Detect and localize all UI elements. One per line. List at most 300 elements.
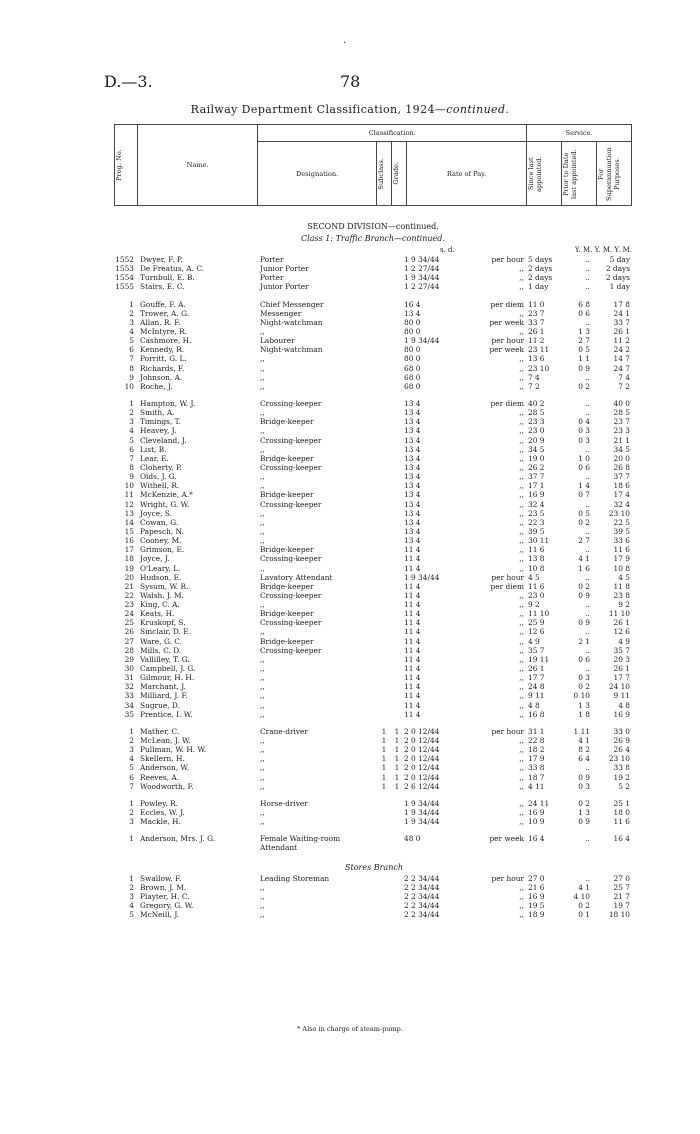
group-gap [110, 719, 638, 727]
service-since-cell: 1 day [528, 282, 549, 292]
grade-cell [390, 655, 404, 664]
name-cell: Prentice, I. W. [140, 709, 193, 719]
rate-period-cell: ,, [519, 609, 524, 619]
subclass-cell [378, 490, 390, 499]
name-cell: Mather, C. [140, 726, 180, 736]
grade-cell [390, 300, 404, 309]
prior-header: Prior to Date last appointed. [562, 142, 597, 206]
designation-cell: Crane-driver [260, 726, 308, 736]
rate-cell: 11 4 [404, 691, 421, 701]
name-cell: Joyce, S. [140, 508, 172, 518]
rate-period-cell: per diem [490, 398, 524, 408]
rate-period-cell: ,, [519, 372, 524, 382]
service-super-cell: 21 1 [613, 435, 630, 445]
service-prior-cell: 0 9 [578, 817, 590, 827]
service-prior-cell: 1 3 [578, 700, 590, 710]
grade-cell [390, 282, 404, 291]
rate-cell: 13 4 [404, 426, 421, 436]
table-row [110, 808, 638, 817]
service-since-cell: 2 days [528, 264, 553, 274]
name-cell: Cloherty, P. [140, 462, 182, 472]
name-cell: Roche, J. [140, 381, 173, 391]
service-prior-cell: 0 2 [578, 798, 590, 808]
grade-cell [390, 799, 404, 808]
group-gap [110, 791, 638, 799]
service-since-cell: 39 5 [528, 526, 545, 536]
prog-no-cell: 10 [124, 381, 134, 391]
rate-period-cell: ,, [519, 901, 524, 910]
grade-cell [390, 682, 404, 691]
rate-cell: 13 4 [404, 490, 421, 500]
service-super-cell: 10 8 [613, 563, 630, 573]
table-row [110, 509, 638, 518]
service-prior-cell: 1 0 [578, 453, 590, 463]
prog-no-cell: 21 [124, 581, 134, 591]
rate-period-cell: ,, [519, 891, 524, 901]
service-prior-cell: .. [585, 526, 590, 536]
grade-cell [390, 490, 404, 499]
subclass-cell [378, 646, 390, 655]
name-cell: Mackle, H. [140, 817, 181, 827]
name-cell: Keats, H. [140, 609, 175, 619]
service-super-cell: 28 5 [613, 408, 630, 418]
designation-cell: Crossing-keeper [260, 398, 322, 408]
rate-cell: 68 0 [404, 381, 421, 391]
table-row [110, 736, 638, 745]
subclass-cell [378, 637, 390, 646]
service-since-cell: 21 6 [528, 882, 545, 892]
rate-cell: 11 4 [404, 673, 421, 683]
rate-period-cell: ,, [519, 709, 524, 719]
service-prior-cell: 0 6 [578, 308, 590, 318]
table-row [110, 273, 638, 282]
rate-cell: 2 0 12/44 [404, 772, 440, 782]
table-row [110, 490, 638, 499]
prog-no-cell: 5 [129, 336, 134, 346]
rate-cell: 13 4 [404, 398, 421, 408]
service-since-cell: 7 2 [528, 381, 540, 391]
name-cell: Eccles, W. J. [140, 808, 185, 818]
designation-cell: ,, [260, 709, 265, 719]
prog-no-cell: 2 [129, 882, 134, 892]
subclass-cell [378, 454, 390, 463]
prog-no-cell: 35 [124, 709, 134, 719]
service-since-cell: 13 8 [528, 554, 545, 564]
table-row [110, 637, 638, 646]
rate-period-cell: per hour [491, 336, 524, 346]
rate-period-cell: ,, [519, 882, 524, 892]
service-super-cell: 26 1 [613, 618, 630, 628]
service-prior-cell: 2 7 [578, 536, 590, 546]
designation-cell: ,, [260, 372, 265, 382]
subclass-cell [378, 664, 390, 673]
prog-no-cell: 6 [129, 444, 134, 454]
rate-period-cell: ,, [519, 354, 524, 364]
prog-no-cell: 26 [124, 627, 134, 637]
grade-cell [390, 354, 404, 363]
rate-period-cell: ,, [519, 481, 524, 491]
designation-cell: ,, [260, 481, 265, 491]
table-row [110, 817, 638, 826]
rate-period-cell: ,, [519, 282, 524, 292]
rate-period-cell: ,, [519, 517, 524, 527]
prog-no-cell: 16 [124, 536, 134, 546]
rate-period-cell: ,, [519, 326, 524, 336]
name-cell: Cowan, G. [140, 517, 179, 527]
service-prior-cell: 0 5 [578, 345, 590, 355]
rate-period-cell: ,, [519, 499, 524, 509]
rate-period-cell: ,, [519, 627, 524, 637]
name-cell: Gouffe, F. A. [140, 299, 186, 309]
table-row [110, 282, 638, 291]
service-since-cell: 16 9 [528, 490, 545, 500]
service-super-cell: 5 day [609, 255, 630, 264]
service-prior-cell: .. [585, 317, 590, 327]
name-cell: Cashmore, H. [140, 336, 192, 346]
prog-no-cell: 8 [129, 462, 134, 472]
prog-no-cell: 2 [129, 408, 134, 418]
name-cell: Cleveland, J. [140, 435, 187, 445]
name-cell: Heavey, J. [140, 426, 177, 436]
service-since-cell: 30 11 [528, 536, 550, 546]
rate-cell: 13 4 [404, 444, 421, 454]
subclass-cell [378, 463, 390, 472]
designation-cell: Bridge-keeper [260, 609, 314, 619]
subclass-cell [378, 655, 390, 664]
subclass-cell [378, 354, 390, 363]
table-row [110, 564, 638, 573]
service-prior-cell: 0 10 [573, 691, 590, 701]
table-row [110, 445, 638, 454]
service-super-cell: 33 7 [613, 317, 630, 327]
service-super-cell: 37 7 [613, 472, 630, 482]
service-super-cell: 26 1 [613, 664, 630, 674]
service-super-cell: 16 9 [613, 709, 630, 719]
subclass-cell [378, 408, 390, 417]
subclass-cell [378, 300, 390, 309]
designation-cell: Crossing-keeper [260, 499, 322, 509]
service-since-cell: 24 8 [528, 682, 545, 692]
rate-period-cell: ,, [519, 754, 524, 764]
service-prior-cell: .. [585, 372, 590, 382]
subclass-cell [378, 327, 390, 336]
rate-cell: 11 4 [404, 563, 421, 573]
table-row [110, 799, 638, 808]
service-since-cell: 19 0 [528, 453, 545, 463]
table-row [110, 408, 638, 417]
rate-cell: 1 9 34/44 [404, 798, 440, 808]
service-since-cell: 11 2 [528, 336, 545, 346]
service-super-cell: 2 days [605, 264, 630, 274]
name-cell: Smith, A. [140, 408, 175, 418]
division-heading: SECOND DIVISION—continued. [307, 222, 439, 231]
designation-cell: ,, [260, 381, 265, 391]
table-row [110, 892, 638, 901]
name-cell: Kennedy, R. [140, 345, 185, 355]
designation-cell: ,, [260, 736, 265, 746]
subclass-cell [378, 481, 390, 490]
name-cell: Stairs, E. C. [140, 282, 185, 292]
service-prior-cell: .. [585, 763, 590, 773]
subclass-cell [378, 399, 390, 408]
rate-period-cell: ,, [519, 444, 524, 454]
service-prior-cell: 4 1 [578, 882, 590, 892]
table-row [110, 600, 638, 609]
designation-cell: Crossing-keeper [260, 462, 322, 472]
grade-cell [390, 883, 404, 892]
designation-cell: ,, [260, 627, 265, 637]
rate-cell: 80 0 [404, 354, 421, 364]
service-super-cell: 33 8 [613, 763, 630, 773]
service-since-cell: 25 9 [528, 618, 545, 628]
table-row [110, 754, 638, 763]
service-prior-cell: .. [585, 398, 590, 408]
rate-period-cell: ,, [519, 808, 524, 818]
service-since-cell: 20 9 [528, 435, 545, 445]
designation-cell: ,, [260, 763, 265, 773]
table-row [110, 309, 638, 318]
service-since-cell: 19 5 [528, 901, 545, 910]
service-since-cell: 23 7 [528, 308, 545, 318]
rate-cell: 13 4 [404, 417, 421, 427]
service-super-cell: 23 10 [608, 508, 630, 518]
rate-period-cell: ,, [519, 781, 524, 791]
name-cell: Playter, H. C. [140, 891, 190, 901]
table-row [110, 264, 638, 273]
rate-cell: 1 9 34/44 [404, 808, 440, 818]
grade-cell [390, 373, 404, 382]
service-since-cell: 4 11 [528, 781, 545, 791]
service-since-cell: 13 6 [528, 354, 545, 364]
designation-cell: ,, [260, 563, 265, 573]
table-row [110, 318, 638, 327]
service-since-cell: 17 9 [528, 754, 545, 764]
designation-cell: ,, [260, 910, 265, 920]
prog-no-cell: 2 [129, 808, 134, 818]
service-prior-cell: .. [585, 873, 590, 883]
service-prior-cell: 0 6 [578, 462, 590, 472]
name-cell: Swallow, F. [140, 873, 182, 883]
name-cell: Lear, E. [140, 453, 169, 463]
service-since-cell: 35 7 [528, 645, 545, 655]
prog-no-cell: 1553 [115, 264, 134, 274]
grade-cell [390, 637, 404, 646]
rate-cell: 16 4 [404, 299, 421, 309]
rate-period-cell: ,, [519, 363, 524, 373]
grade-cell [390, 701, 404, 710]
grade-cell [390, 399, 404, 408]
rate-cell: 2 0 12/44 [404, 745, 440, 755]
subclass-cell: 1 [381, 763, 387, 773]
service-since-cell: 7 4 [528, 372, 540, 382]
service-since-cell: 9 11 [528, 691, 545, 701]
designation-cell: ,, [260, 745, 265, 755]
rate-cell: 1 9 34/44 [404, 572, 440, 582]
rate-period-cell: ,, [519, 273, 524, 283]
rate-cell: 13 4 [404, 462, 421, 472]
service-super-cell: 20 0 [613, 453, 630, 463]
service-since-cell: 16 9 [528, 808, 545, 818]
designation-cell: ,, [260, 808, 265, 818]
subclass-cell [378, 472, 390, 481]
service-prior-cell: 0 3 [578, 781, 590, 791]
grade-cell [390, 408, 404, 417]
name-cell: Ware, G. C. [140, 636, 183, 646]
service-super-cell: 11 2 [613, 336, 630, 346]
name-cell: McNeill, J. [140, 910, 180, 920]
service-header: Service. [527, 125, 632, 142]
table-row [110, 883, 638, 892]
grade-cell [390, 336, 404, 345]
subclass-cell: 1 [381, 745, 387, 755]
grade-cell [390, 874, 404, 883]
rate-period-cell: ,, [519, 590, 524, 600]
grade-header: Grade. [391, 142, 406, 206]
rate-period-cell: ,, [519, 664, 524, 674]
service-super-cell: 24 2 [613, 345, 630, 355]
rate-period-cell: ,, [519, 526, 524, 536]
service-super-cell: 33 0 [613, 726, 630, 736]
rate-cell: 11 4 [404, 636, 421, 646]
designation-cell: Bridge-keeper [260, 417, 314, 427]
service-since-cell: 11 0 [528, 299, 545, 309]
name-cell: Withell, R. [140, 481, 180, 491]
grade-cell [390, 327, 404, 336]
designation-cell: Leading Storeman [260, 873, 330, 883]
name-cell: List, B. [140, 444, 167, 454]
column-header-table [114, 124, 632, 206]
service-since-cell: 16 9 [528, 891, 545, 901]
unit-ym: Y. M. Y. M. Y. M. [574, 246, 632, 254]
designation-cell: Attendant [260, 843, 298, 853]
prog-no-cell: 1 [129, 798, 134, 808]
service-since-cell: 31 1 [528, 726, 545, 736]
rate-period-cell: ,, [519, 472, 524, 482]
subsection-title: Stores Branch [345, 862, 403, 872]
prog-no-cell: 22 [124, 590, 134, 600]
rate-cell [404, 843, 486, 852]
rate-cell: 2 2 34/44 [404, 882, 440, 892]
designation-cell: ,, [260, 682, 265, 692]
designation-cell: ,, [260, 472, 265, 482]
designation-cell: ,, [260, 817, 265, 827]
designation-cell: ,, [260, 691, 265, 701]
rate-period-cell: per diem [490, 299, 524, 309]
service-since-cell: 33 8 [528, 763, 545, 773]
rate-period-cell: per diem [490, 581, 524, 591]
designation-cell: Chief Messenger [260, 299, 324, 309]
designation-cell: Bridge-keeper [260, 581, 314, 591]
prog-no-cell: 2 [129, 736, 134, 746]
name-header: Name. [137, 125, 257, 206]
service-since-cell: 28 5 [528, 408, 545, 418]
service-super-cell: 17 9 [613, 554, 630, 564]
grade-cell [390, 445, 404, 454]
rate-cell: 11 4 [404, 709, 421, 719]
subclass-cell [378, 536, 390, 545]
service-super-cell: 35 7 [613, 645, 630, 655]
grade-cell: 1 [394, 763, 400, 773]
service-since-cell: 11 6 [528, 545, 545, 555]
service-prior-cell: 0 3 [578, 426, 590, 436]
name-cell: Gregory, G. W. [140, 901, 194, 910]
service-prior-cell: 0 9 [578, 363, 590, 373]
subclass-cell: 1 [381, 772, 387, 782]
subclass-cell [378, 318, 390, 327]
table-row [110, 782, 638, 791]
subclass-header: Subclass. [376, 142, 391, 206]
table-row [110, 399, 638, 408]
subclass-cell [378, 445, 390, 454]
service-since-cell: 37 7 [528, 472, 545, 482]
service-super-cell: 16 4 [613, 834, 630, 844]
subclass-cell [378, 255, 390, 264]
rate-cell: 2 0 12/44 [404, 754, 440, 764]
name-cell: Campbell, J. G. [140, 664, 196, 674]
subclass-cell [378, 710, 390, 719]
prog-no-cell: 3 [129, 745, 134, 755]
service-super-cell: 26 1 [613, 326, 630, 336]
service-prior-cell: 0 3 [578, 435, 590, 445]
prog-no-cell: 30 [124, 664, 134, 674]
table-row [110, 691, 638, 700]
service-since-cell: 26 1 [528, 326, 545, 336]
rate-period-cell: ,, [519, 408, 524, 418]
rate-period-cell: ,, [519, 508, 524, 518]
service-since-cell: 2 days [528, 273, 553, 283]
service-super-cell: 4 8 [618, 700, 630, 710]
group-gap [110, 826, 638, 834]
table-row [110, 591, 638, 600]
service-super-cell: 17 7 [613, 673, 630, 683]
class-heading: Class 1: Traffic Branch—continued. [301, 234, 445, 243]
table-row [110, 373, 638, 382]
rate-period-cell: ,, [519, 772, 524, 782]
prog-no-cell: 9 [129, 372, 134, 382]
grade-cell [390, 463, 404, 472]
name-cell: Johnson, A. [140, 372, 183, 382]
rate-period-cell: ,, [519, 817, 524, 827]
service-super-cell: 19 2 [613, 772, 630, 782]
service-since-cell: 16 8 [528, 709, 545, 719]
service-super-cell: 26 4 [613, 745, 630, 755]
grade-cell [390, 273, 404, 282]
table-row [110, 345, 638, 354]
designation-cell: ,, [260, 363, 265, 373]
rate-cell: 2 2 34/44 [404, 910, 440, 920]
prog-no-cell: 3 [129, 317, 134, 327]
service-super-cell: 26 8 [613, 462, 630, 472]
rate-period-cell: ,, [519, 700, 524, 710]
service-since-cell: 32 4 [528, 499, 545, 509]
name-cell: McLean, J. W. [140, 736, 191, 746]
prog-no-cell: 19 [124, 563, 134, 573]
rate-period-cell: per hour [491, 255, 524, 264]
table-row [110, 436, 638, 445]
designation-cell: Horse-driver [260, 798, 308, 808]
grade-cell [390, 573, 404, 582]
rate-cell: 11 4 [404, 645, 421, 655]
name-cell: Reeves, A. [140, 772, 180, 782]
table-row [110, 646, 638, 655]
grade-cell: 1 [394, 781, 400, 791]
grade-cell [390, 808, 404, 817]
prog-no-cell: 25 [124, 618, 134, 628]
service-prior-cell: 0 1 [578, 910, 590, 920]
table-row [110, 710, 638, 719]
table-row [110, 472, 638, 481]
subclass-cell [378, 892, 390, 901]
